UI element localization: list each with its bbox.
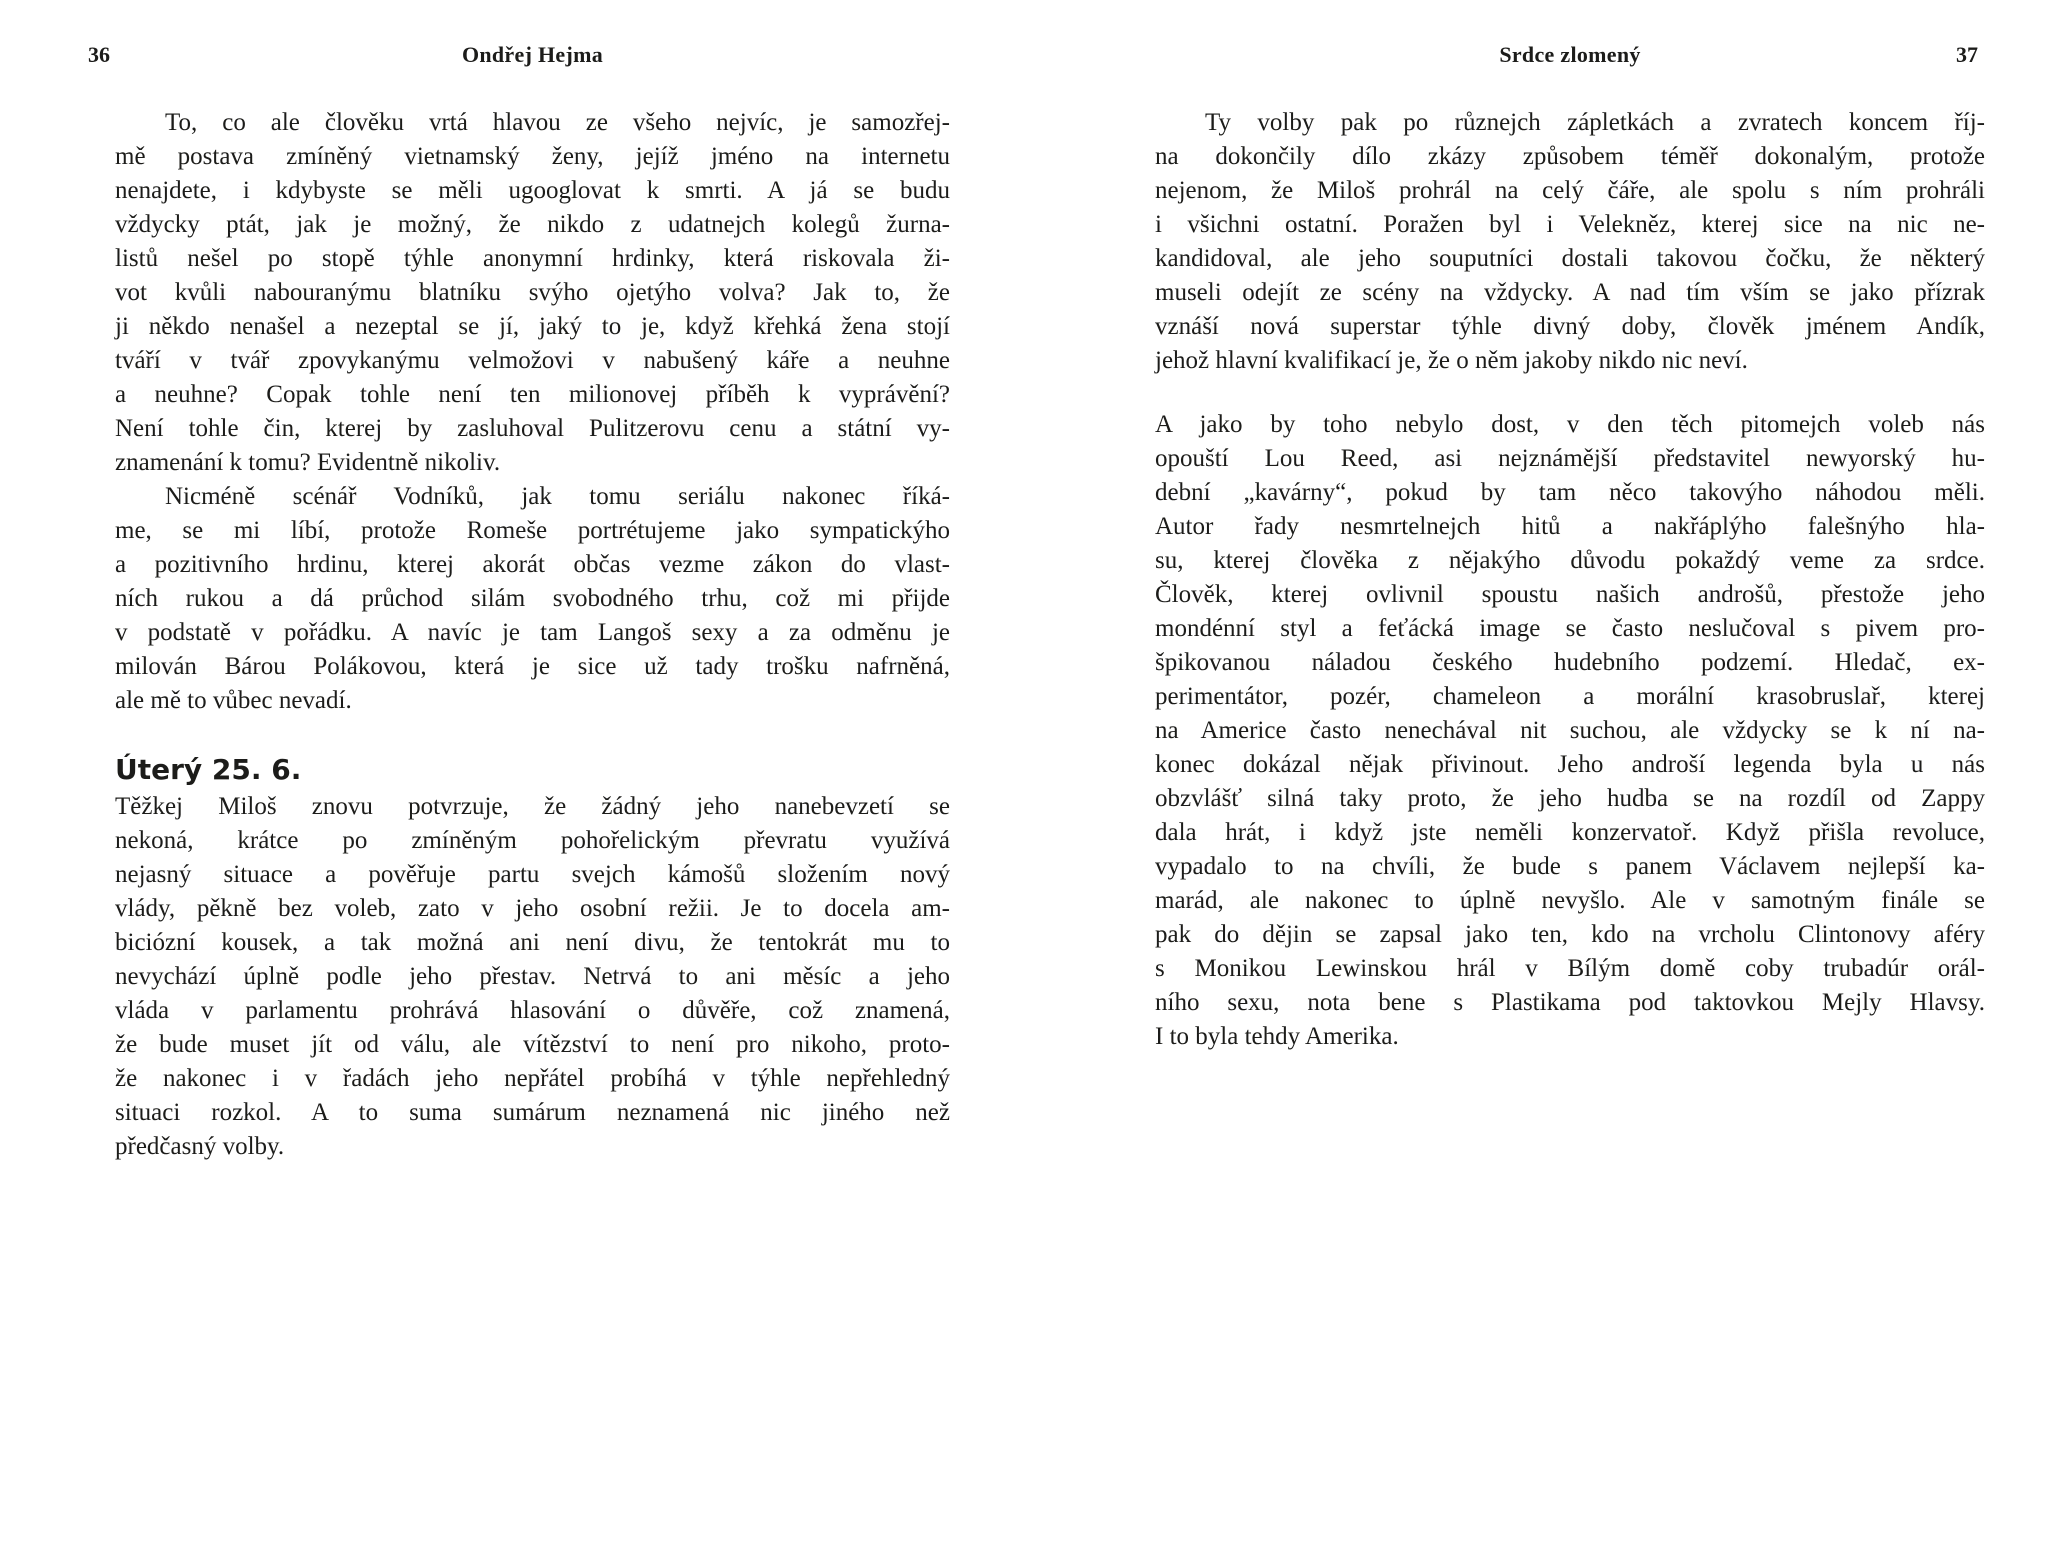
text-line: ních rukou a dá průchod silám svobodného trhu, což mi přijde [115,585,950,612]
text-line: že nakonec i v řadách jeho nepřátel probíhá v týhle nepřehledný [115,1065,950,1092]
paragraph [1155,408,1985,1054]
text-line: vlády, pěkně bez voleb, zato v jeho osobní režii. Je to docela am- [115,895,950,922]
text-line: Člověk, kterej ovlivnil spoustu našich androšů, přestože jeho [1155,581,1985,608]
text-line: s Monikou Lewinskou hrál v Bílým domě coby trubadúr orál- [1155,955,1985,982]
running-header-left: Ondřej Hejma [461,42,604,67]
text-line: obzvlášť silná taky proto, že jeho hudba se na rozdíl od Zappy [1155,785,1985,812]
text-line: perimentátor, pozér, chameleon a morální krasobruslař, kterej [1155,683,1985,710]
paragraph [115,790,950,1164]
text-line: su, kterej člověka z nějakýho důvodu pokaždý veme za srdce. [1155,547,1985,574]
text-line: nejenom, že Miloš prohrál na celý čáře, ale spolu s ním prohráli [1155,177,1985,204]
text-line: dební „kavárny“, pokud by tam něco takovýho náhodou měli. [1155,479,1985,506]
text-line: a pozitivního hrdinu, kterej akorát občas vezme zákon do vlast- [115,551,950,578]
text-line: listů nešel po stopě týhle anonymní hrdinky, která riskovala ži- [115,245,950,272]
page-right [1024,0,2048,1560]
text-line: me, se mi líbí, protože Romeše portrétujeme jako sympatickýho [115,517,950,544]
text-line: i všichni ostatní. Poražen byl i Velekněz, kterej sice na nic ne- [1155,211,1985,238]
text-line: A jako by toho nebylo dost, v den těch pitomejch voleb nás [1155,411,1985,438]
text-line: Nicméně scénář Vodníků, jak tomu seriálu nakonec říká- [165,483,950,510]
text-line: špikovanou náladou českého hudebního podzemí. Hledač, ex- [1155,649,1985,676]
text-line: a neuhne? Copak tohle není ten milionovej příběh k vyprávění? [115,381,950,408]
text-line: museli odejít ze scény na vždycky. A nad tím vším se jako přízrak [1155,279,1985,306]
text-line: vláda v parlamentu prohrává hlasování o důvěře, což znamená, [115,997,950,1024]
text-line: nejasný situace a pověřuje partu svejch kámošů složením nový [115,861,950,888]
text-line: Není tohle čin, kterej by zasluhoval Pulitzerovu cenu a státní vy- [115,415,950,442]
text-line: tváří v tvář zpovykanýmu velmožovi v nabušený káře a neuhne [115,347,950,374]
paragraph [115,480,950,718]
page-number-right: 37 [1956,42,1978,67]
entry-date-heading: Úterý 25. 6. [115,753,302,786]
text-line: To, co ale člověku vrtá hlavou ze všeho nejvíc, je samozřej- [165,109,950,136]
text-line: vot kvůli nabouranýmu blatníku svýho ojetýho volva? Jak to, že [115,279,950,306]
text-line: mě postava zmíněný vietnamský ženy, jejíž jméno na internetu [115,143,950,170]
paragraph [1155,106,1985,378]
text-line: vždycky ptát, jak je možný, že nikdo z udatnejch kolegů žurna- [115,211,950,238]
text-line: konec dokázal nějak přivinout. Jeho androší legenda byla u nás [1155,751,1985,778]
text-line: že bude muset jít od válu, ale vítězství to není pro nikoho, proto- [115,1031,950,1058]
text-line: opouští Lou Reed, asi nejznámější představitel newyorský hu- [1155,445,1985,472]
text-line: Těžkej Miloš znovu potvrzuje, že žádný jeho nanebevzetí se [115,793,950,820]
text-line: předčasný volby. [115,1133,285,1160]
text-line: ale mě to vůbec nevadí. [115,687,352,714]
running-header-right: Srdce zlomený [1499,42,1641,67]
text-line: na dokončily dílo zkázy způsobem téměř dokonalým, protože [1155,143,1985,170]
text-line: nenajdete, i kdybyste se měli ugooglovat k smrti. A já se budu [115,177,950,204]
text-line: ji někdo nenašel a nezeptal se jí, jaký to je, když křehká žena stojí [115,313,950,340]
text-line: biciózní kousek, a tak možná ani není divu, že tentokrát mu to [115,929,950,956]
text-line: situaci rozkol. A to suma sumárum neznamená nic jiného než [115,1099,950,1126]
text-line: mondénní styl a feťácká image se často neslučoval s pivem pro- [1155,615,1985,642]
text-line: I to byla tehdy Amerika. [1155,1023,1399,1050]
text-line: pak do dějin se zapsal jako ten, kdo na vrcholu Clintonovy aféry [1155,921,1985,948]
text-line: milován Bárou Polákovou, která je sice už tady trošku nafrněná, [115,653,950,680]
text-line: nevychází úplně podle jeho přestav. Netrvá to ani měsíc a jeho [115,963,950,990]
page-body-right [1155,106,1985,1054]
text-line: Autor řady nesmrtelnejch hitů a nakřáplýho falešnýho hla- [1155,513,1985,540]
text-line: dala hrát, i když jste neměli konzervatoř. Když přišla revoluce, [1155,819,1985,846]
paragraph [115,106,950,480]
text-line: znamenání k tomu? Evidentně nikoliv. [115,449,501,476]
paragraph-spacer [1155,378,1985,408]
page-number-left: 36 [88,42,110,67]
text-line: vypadalo to na chvíli, že bude s panem Václavem nejlepší ka- [1155,853,1985,880]
text-line: vznáší nová superstar týhle divný doby, člověk jménem Andík, [1155,313,1985,340]
text-line: marád, ale nakonec to úplně nevyšlo. Ale v samotným finále se [1155,887,1985,914]
text-line: kandidoval, ale jeho souputníci dostali takovou čočku, že některý [1155,245,1985,272]
text-line: v podstatě v pořádku. A navíc je tam Langoš sexy a za odměnu je [115,619,950,646]
text-line: jehož hlavní kvalifikací je, že o něm jakoby nikdo nic neví. [1155,347,1748,374]
text-line: ního sexu, nota bene s Plastikama pod taktovkou Mejly Hlavsy. [1155,989,1985,1016]
text-line: Ty volby pak po různejch zápletkách a zvratech koncem říj- [1205,109,1985,136]
text-line: na Americe často nenechával nit suchou, ale vždycky se k ní na- [1155,717,1985,744]
page-body-left [115,106,950,1164]
text-line: nekoná, krátce po zmíněným pohořelickým převratu využívá [115,827,950,854]
